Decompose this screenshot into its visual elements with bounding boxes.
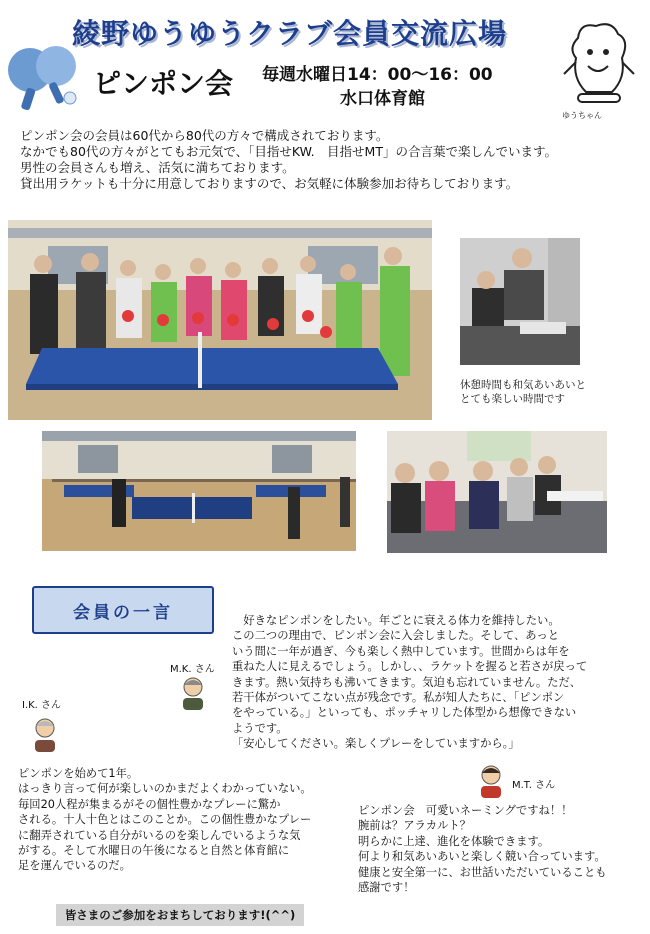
club-name: ピンポン会 xyxy=(93,67,234,100)
mascot-illustration xyxy=(560,18,638,108)
group-photo xyxy=(8,220,432,420)
mt-name-label: M.T. さん xyxy=(512,780,556,791)
page-title: 綾野ゆうゆうクラブ会員交流広場 xyxy=(72,17,508,50)
mk-comment: 好きなピンポンをしたい。年ごとに衰える体力を維持したい。 この二つの理由で、ピンポン会に入会しました。そして、あっと いう間に一年が過ぎ、今も楽しく熱中しています。世間からは年を 重ねた人に見えるでしょう。しかし、、ラケットを握ると若さが戻って きます。熱い気持ちも沸いてきます。気迫も忘れていません。ただ、 若干体がついてこない点が残念です。私が知人たちに、「ピンポン をやっている。」といっても、ポッチャリした体型から想像できない ようです。 「安心してください。楽しくプレーをしていますから。」 xyxy=(232,614,588,751)
rest-photo xyxy=(460,238,580,365)
venue-text: 水口体育館 xyxy=(340,89,425,109)
rest-photo-caption: 休憩時間も和気あいあいと とても楽しい時間です xyxy=(460,379,586,405)
mt-comment: ピンポン会 可愛いネーミングですね！！ 腕前は？アラカルト？ 明らかに上達、進化を体験できます。 何より和気あいあいと楽しく競い合っています。 健康と安全第一に、お世話いただいていることも 感謝です！ xyxy=(358,804,607,895)
members-voice-banner: 会員の一言 xyxy=(32,586,214,634)
schedule-text: 毎週水曜日14：00～16：00 xyxy=(262,65,493,85)
ik-name-label: I.K. さん xyxy=(22,700,62,711)
ik-comment: ピンポンを始めて1年。 はっきり言って何が楽しいのかまだよくわかっていない。 毎回20人程が集まるがその個性豊かなプレーに驚か される。十人十色とはこのことか。この個性豊かなプレー に翻弄されている自分がいるのを楽しんでいるような気 がする。そして水曜日の午後になると自然と体育館に 足を運んでいるのだ。 xyxy=(18,767,312,873)
lounge-photo xyxy=(387,431,607,553)
intro-line: 貸出用ラケットも十分に用意しておりますので、お気軽に体験参加お待ちしております。 xyxy=(20,176,519,191)
gym-play-photo xyxy=(42,431,356,551)
mk-avatar xyxy=(180,676,206,710)
ik-avatar xyxy=(32,716,58,752)
intro-line: ピンポン会の会員は60代から80代の方々で構成されております。 xyxy=(20,128,389,143)
intro-text xyxy=(20,128,630,192)
mascot-caption: ゆうちゃん xyxy=(562,111,602,120)
paddles-icon xyxy=(4,40,82,114)
footer-invitation: 皆さまのご参加をおまちしております!(^^) xyxy=(56,904,304,926)
mt-avatar xyxy=(478,764,504,798)
intro-line: 男性の会員さんも増え、活気に満ちております。 xyxy=(20,160,295,175)
mk-name-label: M.K. さん xyxy=(170,664,215,675)
intro-line: なかでも80代の方々がとてもお元気で、「目指せKW. 目指せMT」の合言葉で楽しんでいます。 xyxy=(20,144,557,159)
